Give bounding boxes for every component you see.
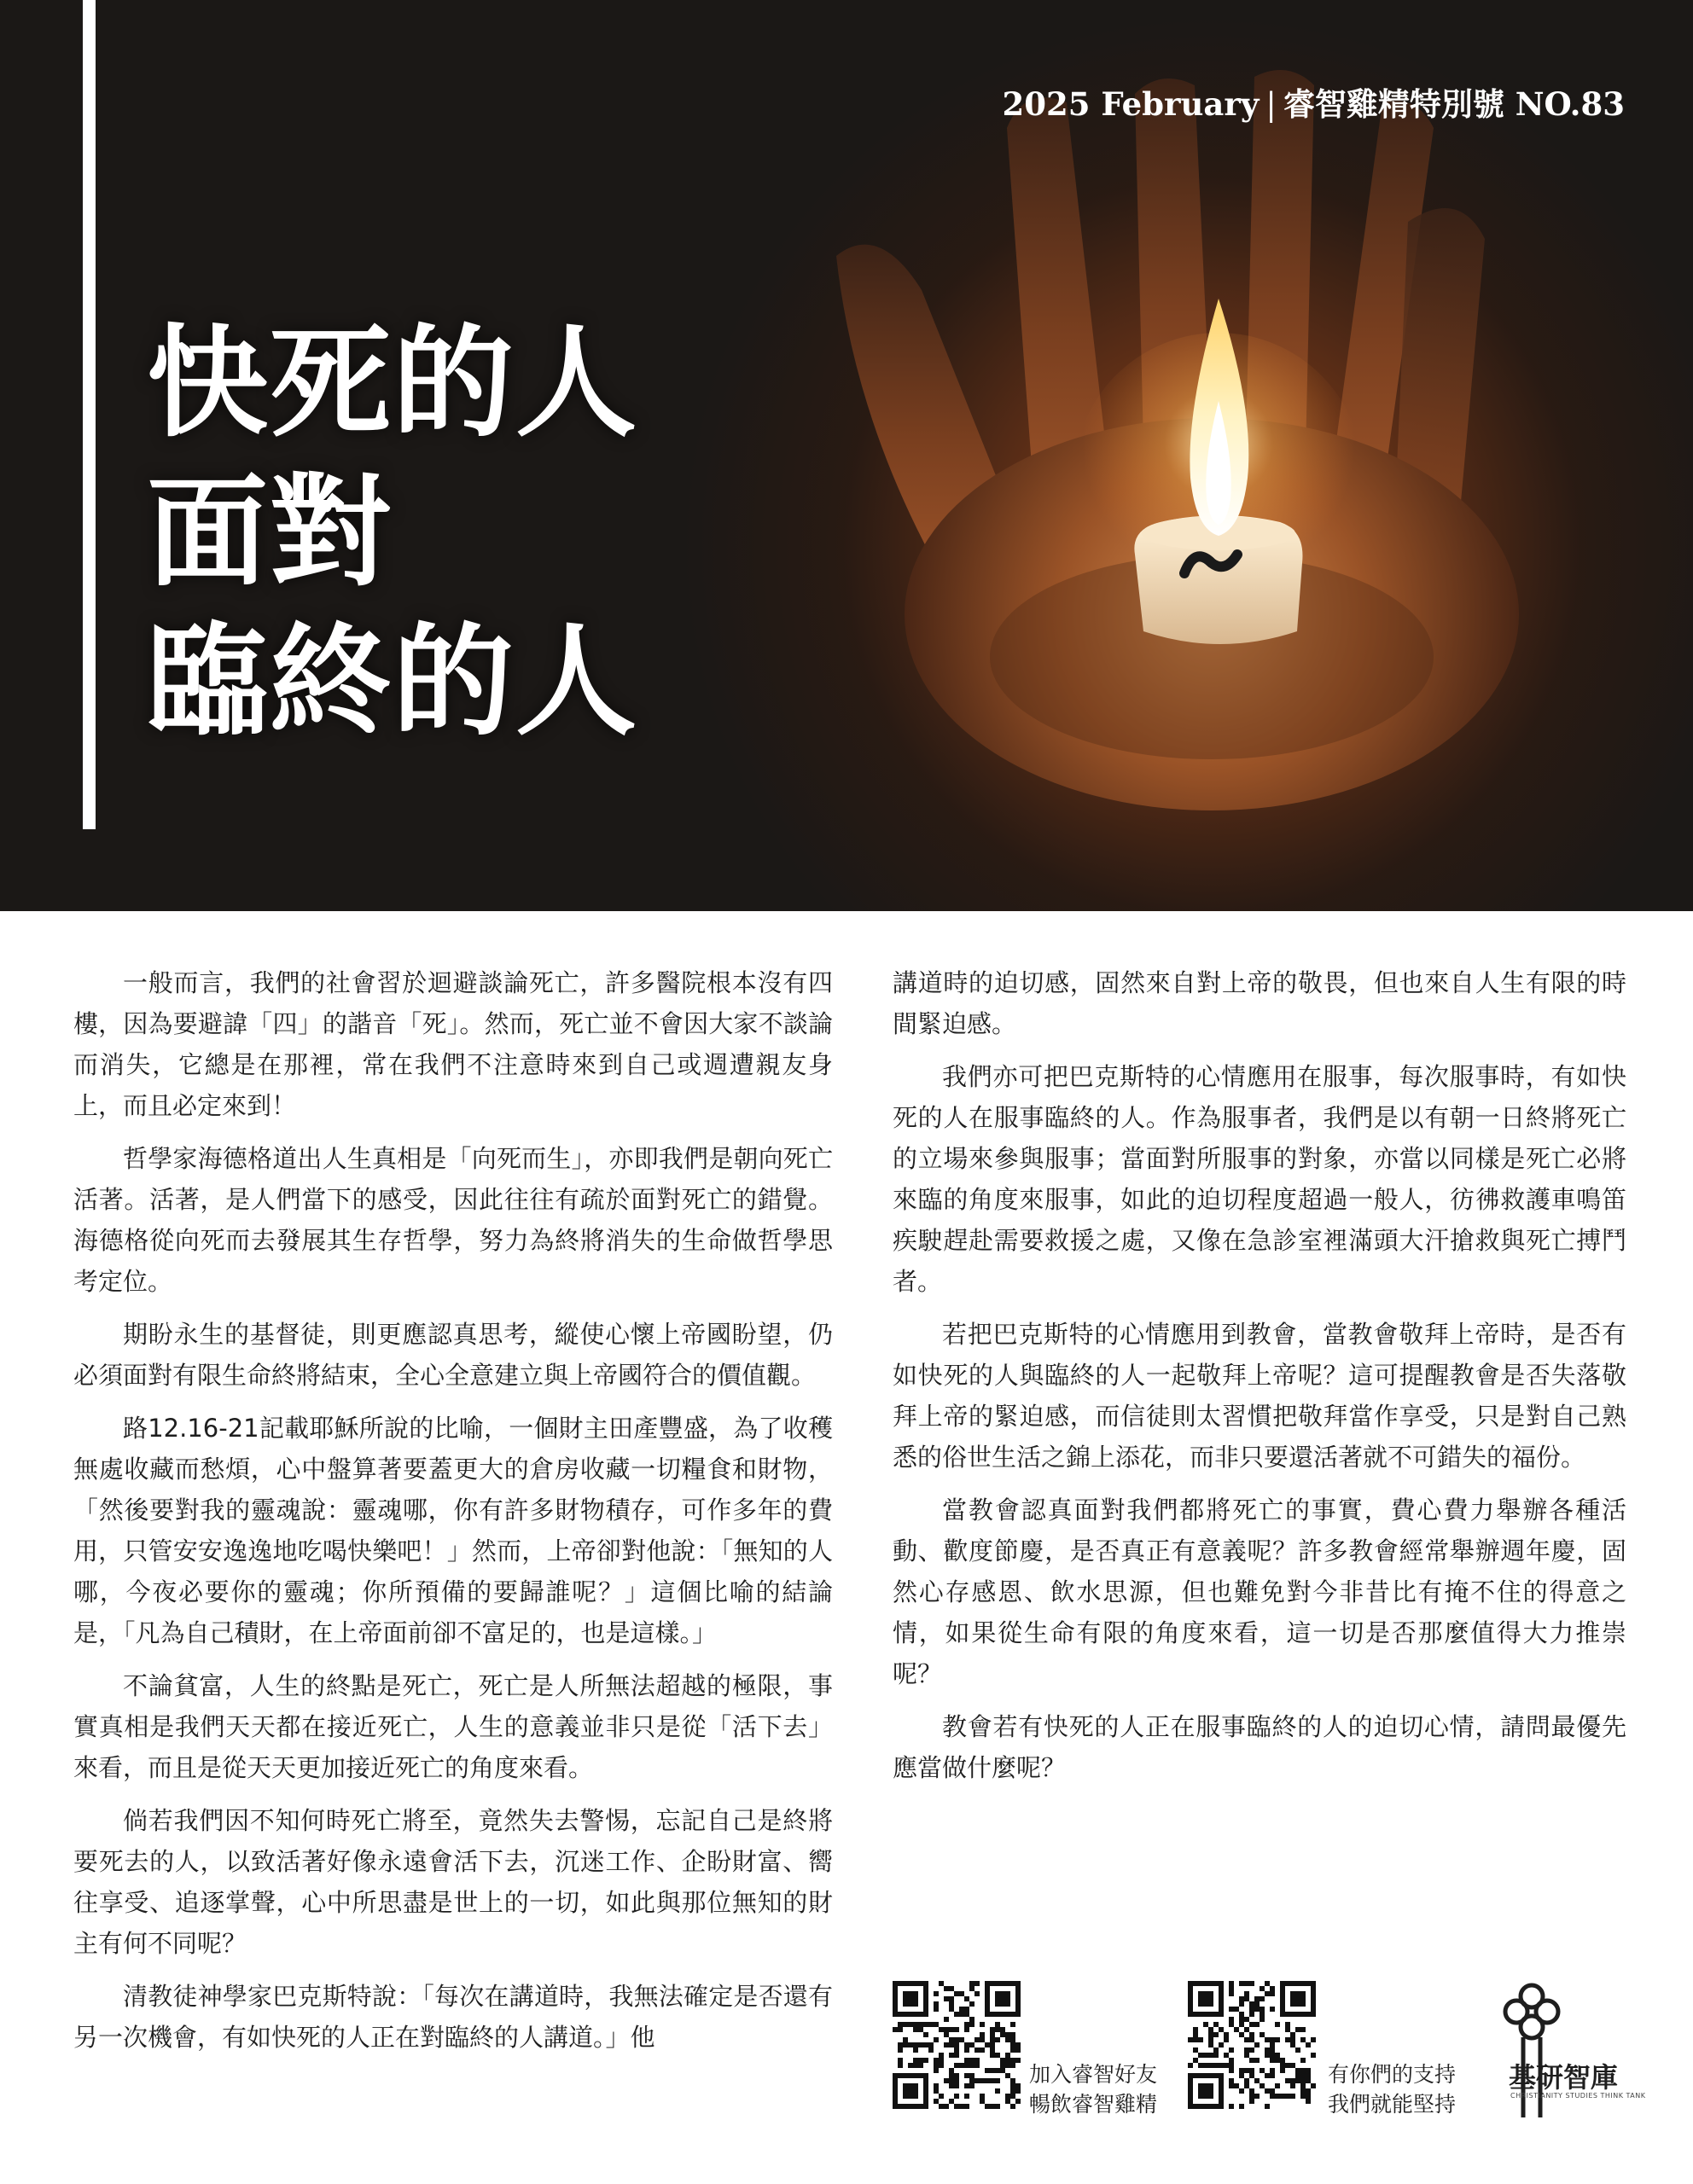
paragraph: 我們亦可把巴克斯特的心情應用在服事，每次服事時，有如快死的人在服事臨終的人。作為服事者，我們是以有朝一日終將死亡的立場來參與服事；當面對所服事的對象，亦當以同樣是死亡必將來臨的角度來服事，如此的迫切程度超過一般人，彷彿救護車鳴笛疾駛趕赴需要救援之處，又像在急診室裡滿頭大汗搶救與死亡搏鬥者。: [893, 1062, 1626, 1296]
paragraph-continuation: 講道時的迫切感，固然來自對上帝的敬畏，但也來自人生有限的時間緊迫感。: [893, 968, 1626, 1038]
paragraph: 期盼永生的基督徒，則更應認真思考，縱使心懷上帝國盼望，仍必須面對有限生命終將結束，全心全意建立與上帝國符合的價值觀。: [73, 1320, 833, 1390]
qr-code-line-friends[interactable]: [893, 1981, 1021, 2109]
issue-date: 2025 February: [1002, 85, 1260, 123]
title-line-1: 快死的人: [147, 312, 638, 454]
title-line-3: 臨終的人: [147, 611, 638, 752]
paragraph: 不論貧富，人生的終點是死亡，死亡是人所無法超越的極限，事實真相是我們天天都在接近死亡，人生的意義並非只是從「活下去」來看，而且是從天天更加接近死亡的角度來看。: [73, 1671, 833, 1782]
paragraph: 哲學家海德格道出人生真相是「向死而生」，亦即我們是朝向死亡活著。活著，是人們當下的感受，因此往往有疏於面對死亡的錯覺。海德格從向死而去發展其生存哲學，努力為終將消失的生命做哲學思考定位。: [73, 1144, 833, 1296]
paragraph: 若把巴克斯特的心情應用到教會，當教會敬拜上帝時，是否有如快死的人與臨終的人一起敬拜上帝呢？這可提醒教會是否失落敬拜上帝的緊迫感，而信徒則太習慣把敬拜當作享受，只是對自己熟悉的俗世生活之錦上添花，而非只要還活著就不可錯失的福份。: [893, 1320, 1626, 1472]
qr1-label-line-1: 加入睿智好友: [1029, 2062, 1158, 2087]
hero-banner: [0, 0, 1693, 911]
qr2-label-line-1: 有你們的支持: [1328, 2062, 1457, 2087]
paragraph: 教會若有快死的人正在服事臨終的人的迫切心情，請問最優先應當做什麼呢？: [893, 1712, 1626, 1782]
article-column-left: [73, 962, 833, 2070]
title-line-2: 面對: [147, 462, 393, 603]
issue-line: [1003, 78, 1626, 125]
think-tank-knot-logo-icon: [1476, 1981, 1587, 2126]
brand-name: 基研智庫: [1509, 2061, 1619, 2094]
issue-name: 睿智雞精特別號 NO.83: [1283, 85, 1625, 123]
brand-subtitle: CHRISTIANITY STUDIES THINK TANK: [1510, 2092, 1646, 2100]
title-accent-bar: [83, 0, 96, 829]
article-column-right: [893, 962, 1626, 1800]
qr2-label: [1328, 2059, 1456, 2119]
paragraph: 倘若我們因不知何時死亡將至，竟然失去警惕，忘記自己是終將要死去的人，以致活著好像永遠會活下去，沉迷工作、企盼財富、嚮往享受、追逐掌聲，心中所思盡是世上的一切，如此與那位無知的財主有何不同呢？: [73, 1806, 833, 1958]
qr2-label-line-2: 我們就能堅持: [1328, 2092, 1457, 2117]
paragraph: 當教會認真面對我們都將死亡的事實，費心費力舉辦各種活動、歡度節慶，是否真正有意義呢？許多教會經常舉辦週年慶，固然心存感恩、飲水思源，但也難免對今非昔比有掩不住的得意之情，如果從生命有限的角度來看，這一切是否那麼值得大力推崇呢？: [893, 1496, 1626, 1688]
paragraph: 路12.16-21記載耶穌所說的比喻，一個財主田產豐盛，為了收穫無處收藏而愁煩，心中盤算著要蓋更大的倉房收藏一切糧食和財物，「然後要對我的靈魂說：靈魂哪，你有許多財物積存，可作多年的費用，只管安安逸逸地吃喝快樂吧！」然而，上帝卻對他說：「無知的人哪，今夜必要你的靈魂；你所預備的要歸誰呢？」這個比喻的結論是，「凡為自己積財，在上帝面前卻不富足的，也是這樣。」: [73, 1414, 833, 1647]
paragraph: 一般而言，我們的社會習於迴避談論死亡，許多醫院根本沒有四樓，因為要避諱「四」的諧音「死」。然而，死亡並不會因大家不談論而消失，它總是在那裡，常在我們不注意時來到自己或週遭親友身上，而且必定來到！: [73, 968, 833, 1120]
paragraph: 清教徒神學家巴克斯特說：「每次在講道時，我無法確定是否還有另一次機會，有如快死的人正在對臨終的人講道。」他: [73, 1982, 833, 2052]
qr-code-icon: [1188, 1981, 1316, 2109]
qr-code-support[interactable]: [1188, 1981, 1316, 2109]
qr1-label: [1029, 2059, 1157, 2119]
issue-separator: |: [1265, 86, 1277, 123]
page-title: [147, 309, 638, 757]
qr-code-icon: [893, 1981, 1021, 2109]
qr1-label-line-2: 暢飲睿智雞精: [1029, 2092, 1158, 2117]
